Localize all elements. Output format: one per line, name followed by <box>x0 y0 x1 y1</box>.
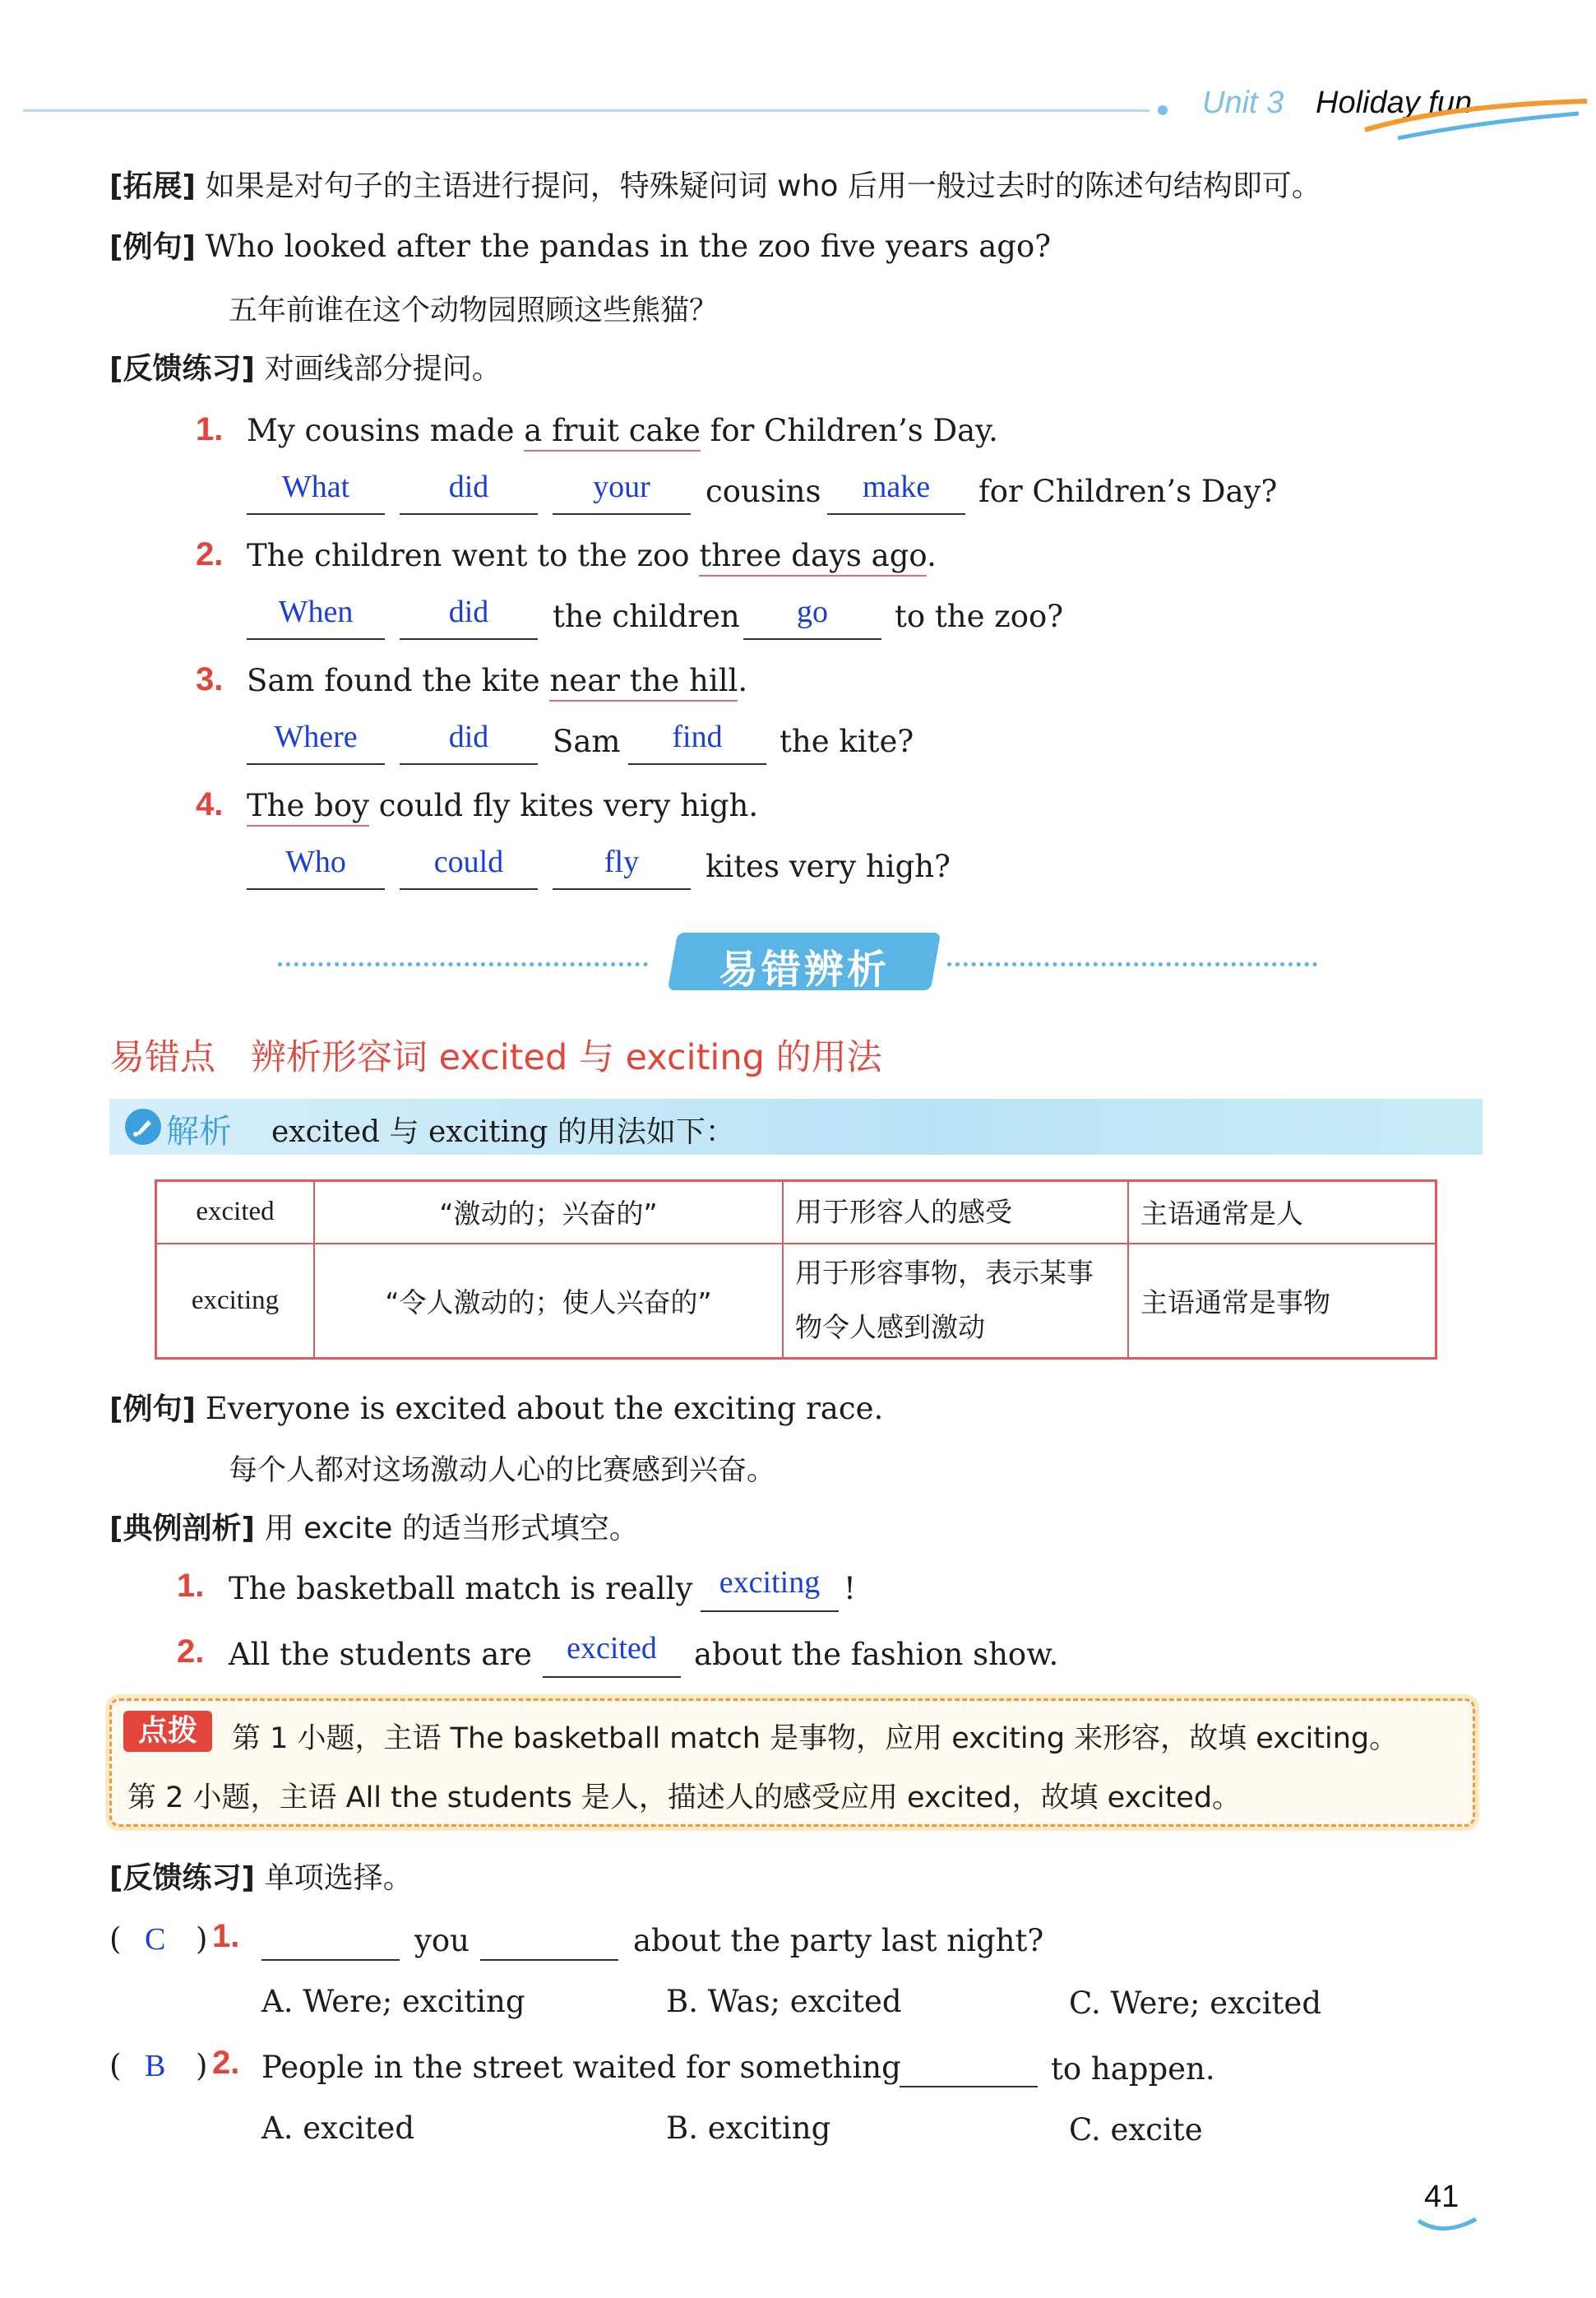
question-number: 1. <box>212 1918 240 1954</box>
header-unit: Unit 3 <box>1202 86 1284 120</box>
feedback2-tag: [反馈练习] <box>109 1861 255 1895</box>
section-heading: 易错点 辨析形容词 excited 与 exciting 的用法 <box>109 1037 882 1078</box>
typical-line <box>109 1505 639 1547</box>
choice-answer: B <box>145 2049 166 2083</box>
option-c: C. Were; excited <box>1069 1985 1322 2021</box>
question-sentence <box>247 413 998 448</box>
example1-en: Who looked after the pandas in the zoo five years ago? <box>205 229 1052 264</box>
question-number: 2. <box>177 1633 205 1670</box>
question-sentence <box>247 663 747 698</box>
table-cell-word: excited <box>156 1181 315 1244</box>
example1-tag: [例句] <box>109 230 196 264</box>
example1-line <box>109 224 1051 266</box>
tip-line-1: 第 1 小题，主语 The basketball match 是事物，应用 exciting 来形容，故填 exciting。 <box>232 1722 1399 1755</box>
answer-blank <box>480 1957 618 1961</box>
fixed-text: cousins <box>705 474 821 509</box>
example2-cn: 每个人都对这场激动人心的比赛感到兴奋。 <box>229 1454 776 1487</box>
answer-text: did <box>448 470 489 504</box>
pen-icon <box>125 1109 161 1145</box>
table-row <box>156 1244 1436 1359</box>
answer-text: excited <box>567 1631 657 1666</box>
typical-post: about the fashion show. <box>694 1637 1059 1672</box>
analysis-label: 解析 <box>166 1113 232 1151</box>
stem-part: about the party last night? <box>633 1923 1044 1958</box>
answer-blank <box>400 887 538 890</box>
typical-stem: The basketball match is really <box>229 1571 693 1606</box>
answer-blank <box>400 637 538 640</box>
tip-badge: 点拨 <box>123 1711 212 1752</box>
answer-paren-close: ) <box>196 1921 208 1957</box>
answer-text: could <box>433 845 504 879</box>
answer-blank <box>900 2084 1038 2087</box>
option-b: B. Was; excited <box>666 1984 902 2019</box>
sentence-pre: Sam found the kite <box>247 663 550 698</box>
typical-post: ! <box>844 1571 856 1606</box>
answer-text: exciting <box>719 1565 821 1600</box>
answer-text: Who <box>285 845 346 879</box>
feedback1-line <box>109 345 502 387</box>
stem-part: People in the street waited for something <box>261 2050 901 2085</box>
header-swoosh-icon <box>1349 97 1595 146</box>
analysis-text: excited 与 exciting 的用法如下： <box>271 1115 735 1149</box>
answer-blank <box>743 637 881 640</box>
example2-tag: [例句] <box>109 1392 196 1426</box>
answer-blank <box>400 512 538 515</box>
option-b: B. exciting <box>666 2110 831 2146</box>
sentence-post: . <box>927 538 937 573</box>
sentence-post: . <box>738 663 748 698</box>
answer-blank <box>628 762 766 765</box>
option-a: A. Were; exciting <box>261 1984 525 2019</box>
feedback1-tag: [反馈练习] <box>109 352 255 386</box>
table-cell-meaning: “激动的；兴奋的” <box>314 1181 783 1244</box>
fixed-text: the kite? <box>779 724 914 759</box>
fixed-text: Sam <box>553 724 621 759</box>
answer-text: did <box>448 595 489 629</box>
answer-blank <box>247 887 385 890</box>
fixed-text: for Children’s Day? <box>978 474 1278 509</box>
option-c: C. excite <box>1069 2112 1203 2147</box>
answer-text: did <box>448 720 489 754</box>
answer-text: go <box>797 595 828 629</box>
sentence-underlined: near the hill <box>549 663 738 702</box>
comparison-table <box>155 1179 1437 1360</box>
example1-cn: 五年前谁在这个动物园照顾这些熊猫？ <box>229 294 719 327</box>
question-number: 1. <box>177 1568 205 1604</box>
answer-paren-close: ) <box>196 2048 208 2083</box>
choice-answer: C <box>145 1922 166 1957</box>
typical-instruction: 用 excite 的适当形式填空。 <box>264 1512 639 1545</box>
sentence-underlined: The boy <box>247 788 369 827</box>
banner-dots-left <box>278 962 648 966</box>
fixed-text: the children <box>553 599 740 634</box>
feedback1-instruction: 对画线部分提问。 <box>264 352 502 386</box>
answer-text: fly <box>604 845 640 879</box>
answer-paren-open: ( <box>109 2048 122 2083</box>
sentence-underlined: three days ago <box>699 538 927 577</box>
sentence-pre: My cousins made <box>247 413 525 448</box>
answer-text: find <box>672 720 723 754</box>
answer-paren-open: ( <box>109 1921 122 1957</box>
answer-text: Where <box>274 720 358 754</box>
answer-blank <box>247 637 385 640</box>
question-sentence <box>247 538 937 573</box>
answer-blank <box>827 512 965 515</box>
answer-blank <box>400 762 538 765</box>
header-title: Holiday fun <box>1316 86 1473 120</box>
question-sentence <box>247 788 758 823</box>
sentence-underlined: a fruit cake <box>524 413 701 452</box>
extension-line <box>109 163 1321 205</box>
answer-blank <box>553 512 691 515</box>
example2-line <box>109 1386 883 1428</box>
typical-tag: [典例剖析] <box>109 1512 255 1545</box>
feedback2-line <box>109 1855 413 1897</box>
answer-blank <box>553 887 691 890</box>
question-number: 2. <box>196 536 224 572</box>
typical-stem: All the students are <box>229 1637 532 1672</box>
option-a: A. excited <box>261 2110 415 2146</box>
answer-text: When <box>278 595 354 629</box>
stem-part: to happen. <box>1051 2051 1215 2087</box>
section-banner-text: 易错辨析 <box>718 947 890 993</box>
page-swoosh-icon <box>1414 2212 1480 2237</box>
answer-text: your <box>593 470 650 504</box>
fixed-text: to the zoo? <box>895 599 1064 634</box>
page-number: 41 <box>1424 2180 1460 2214</box>
answer-blank <box>701 1609 839 1612</box>
answer-blank <box>247 762 385 765</box>
question-number: 1. <box>196 411 224 447</box>
sentence-post: could fly kites very high. <box>369 788 759 823</box>
stem-part: you <box>414 1923 470 1958</box>
answer-blank <box>261 1957 400 1961</box>
answer-blank <box>543 1675 681 1678</box>
sentence-pre: The children went to the zoo <box>247 538 700 573</box>
header-dot <box>1158 105 1168 115</box>
table-row <box>156 1181 1436 1244</box>
header-rule <box>23 109 1150 112</box>
sentence-post: for Children’s Day. <box>700 413 998 448</box>
question-number: 3. <box>196 661 224 697</box>
question-number: 2. <box>212 2045 240 2081</box>
extension-tag: [拓展] <box>109 169 196 203</box>
table-cell-meaning: “令人激动的；使人兴奋的” <box>314 1244 783 1359</box>
table-cell-word: exciting <box>156 1244 315 1359</box>
answer-text: What <box>281 470 350 504</box>
table-cell-usage: 用于形容事物，表示某事物令人感到激动 <box>783 1244 1128 1359</box>
fixed-text: kites very high? <box>705 849 951 884</box>
feedback2-instruction: 单项选择。 <box>264 1861 413 1895</box>
answer-text: make <box>862 470 931 504</box>
table-cell-subject: 主语通常是人 <box>1128 1181 1436 1244</box>
answer-blank <box>247 512 385 515</box>
example2-en: Everyone is excited about the exciting race. <box>205 1391 884 1426</box>
question-number: 4. <box>196 786 224 822</box>
extension-text: 如果是对句子的主语进行提问，特殊疑问词 who 后用一般过去时的陈述句结构即可。 <box>205 169 1321 203</box>
table-cell-usage: 用于形容人的感受 <box>783 1181 1128 1244</box>
banner-dots-right <box>947 962 1317 966</box>
table-cell-subject: 主语通常是事物 <box>1128 1244 1436 1359</box>
tip-line-2: 第 2 小题，主语 All the students 是人，描述人的感受应用 excited，故填 excited。 <box>127 1781 1242 1814</box>
